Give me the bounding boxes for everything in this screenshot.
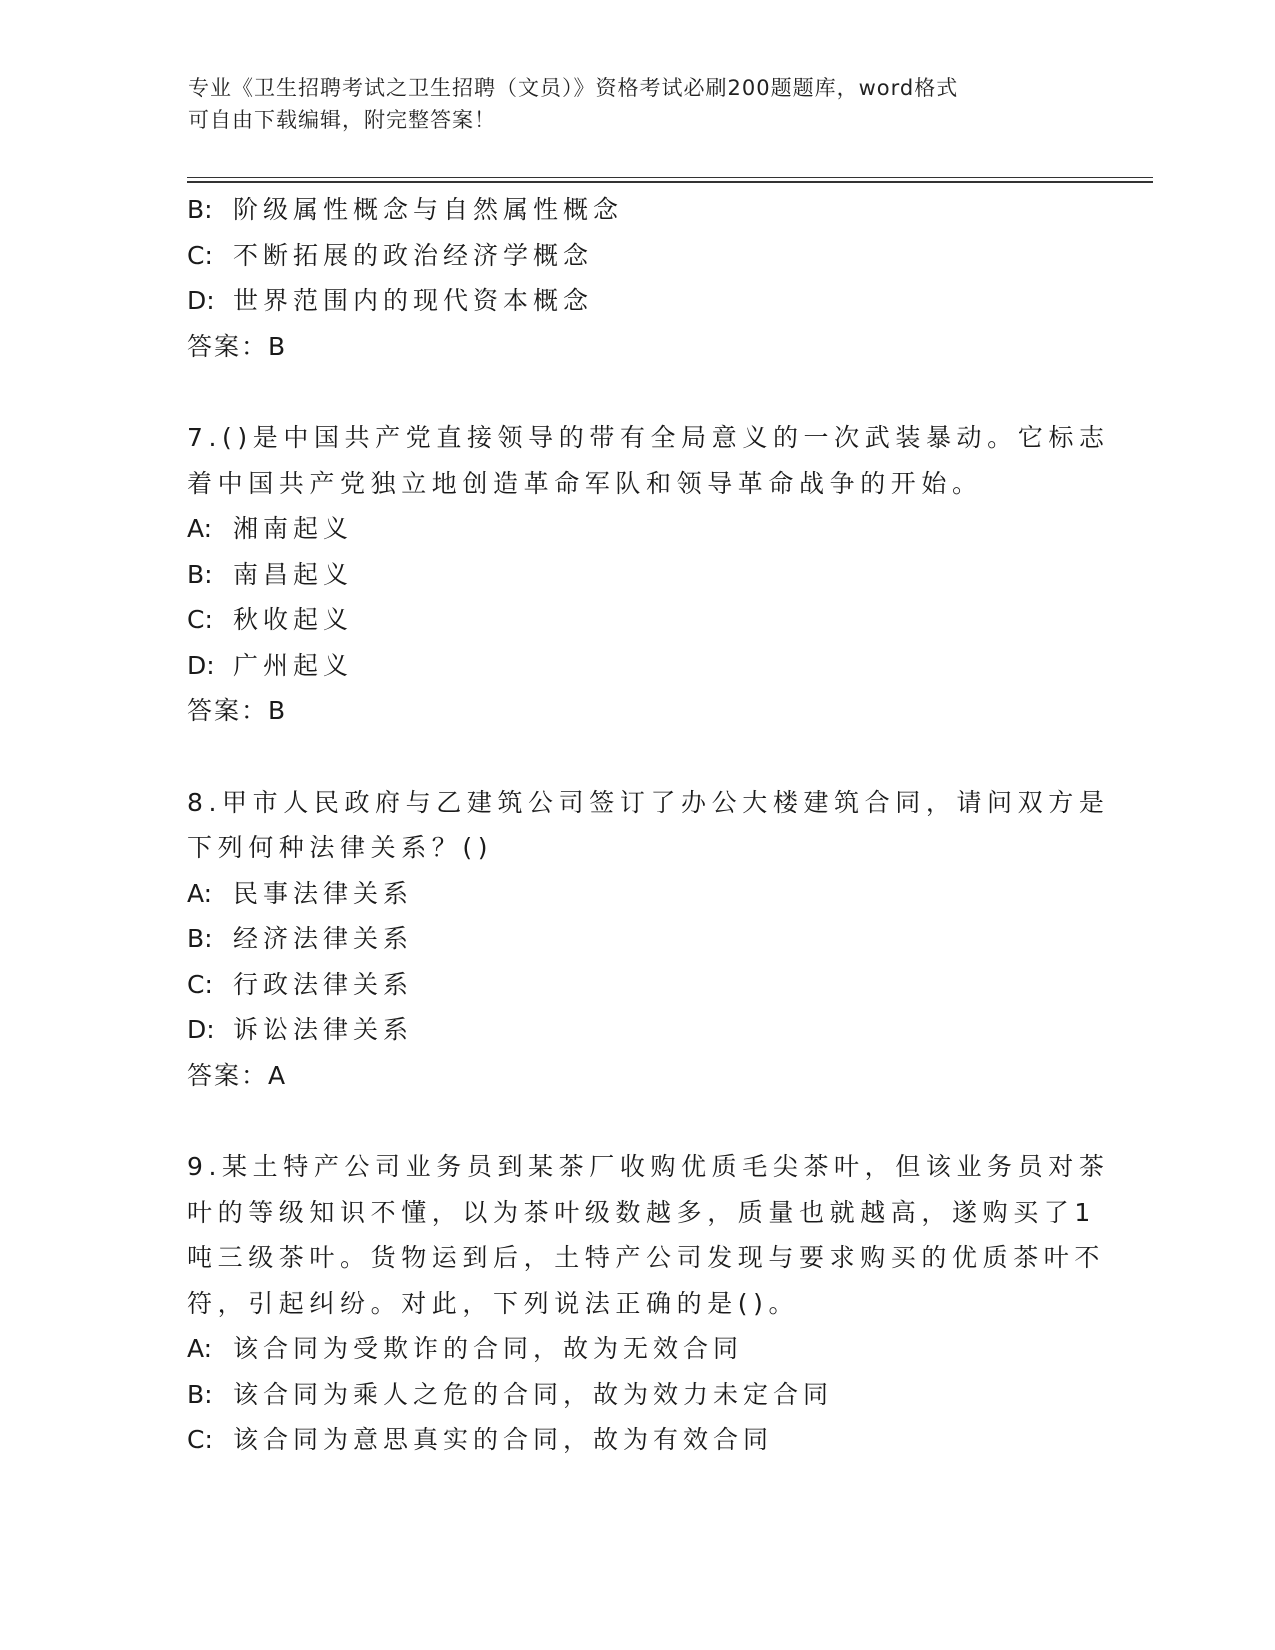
option-key: A: bbox=[187, 1334, 213, 1363]
option-key: C: bbox=[187, 1425, 213, 1454]
option-item bbox=[187, 871, 1067, 917]
question-7 bbox=[187, 415, 1110, 734]
option-item bbox=[187, 597, 1067, 643]
option-key: C: bbox=[187, 240, 213, 270]
spacer bbox=[187, 369, 1067, 415]
option-text: 诉讼法律关系 bbox=[233, 1015, 414, 1044]
question-text bbox=[187, 780, 1110, 871]
option-item bbox=[187, 506, 1067, 552]
answer-label: 答案：A bbox=[187, 1060, 288, 1090]
option-key: A: bbox=[187, 878, 213, 908]
question-line: 下列何种法律关系？() bbox=[187, 833, 494, 862]
header-divider-thick bbox=[187, 181, 1153, 183]
option-key: B: bbox=[187, 924, 213, 953]
option-text: 广州起义 bbox=[233, 650, 354, 680]
option-key: D: bbox=[187, 286, 215, 315]
option-text: 该合同为受欺诈的合同，故为无效合同 bbox=[233, 1334, 744, 1363]
question-line: 吨三级茶叶。货物运到后，土特产公司发现与要求购买的优质茶叶不 bbox=[187, 1243, 1106, 1272]
partial-question bbox=[187, 187, 1067, 369]
question-line: 8.甲市人民政府与乙建筑公司签订了办公大楼建筑合同，请问双方是 bbox=[187, 787, 1110, 817]
option-text: 秋收起义 bbox=[233, 605, 354, 634]
header-line-1: 专业《卫生招聘考试之卫生招聘（文员）》资格考试必刷200题题库，word格式 bbox=[188, 76, 959, 100]
option-text: 该合同为意思真实的合同，故为有效合同 bbox=[233, 1425, 774, 1454]
document-header bbox=[188, 72, 1068, 136]
option-text: 不断拓展的政治经济学概念 bbox=[233, 240, 594, 270]
header-line-2: 可自由下载编辑，附完整答案！ bbox=[188, 108, 496, 132]
option-item bbox=[187, 1372, 1067, 1418]
question-8 bbox=[187, 780, 1110, 1099]
option-text: 民事法律关系 bbox=[233, 878, 414, 908]
option-key: B: bbox=[187, 1379, 213, 1409]
question-line: 7.()是中国共产党直接领导的带有全局意义的一次武装暴动。它标志 bbox=[187, 423, 1110, 452]
option-key: D: bbox=[187, 1015, 215, 1044]
question-line: 着中国共产党独立地创造革命军队和领导革命战争的开始。 bbox=[187, 468, 983, 498]
option-key: B: bbox=[187, 559, 213, 589]
question-line: 9.某土特产公司业务员到某茶厂收购优质毛尖茶叶，但该业务员对茶 bbox=[187, 1152, 1110, 1181]
answer-label: 答案：B bbox=[187, 331, 288, 361]
option-item bbox=[187, 278, 1067, 324]
option-item bbox=[187, 552, 1067, 598]
option-text: 行政法律关系 bbox=[233, 969, 414, 999]
option-text: 南昌起义 bbox=[233, 559, 354, 589]
question-text bbox=[187, 415, 1110, 506]
question-line: 符，引起纠纷。对此，下列说法正确的是()。 bbox=[187, 1288, 800, 1318]
option-key: D: bbox=[187, 650, 215, 680]
option-item bbox=[187, 1326, 1067, 1372]
option-item bbox=[187, 187, 1067, 233]
option-key: C: bbox=[187, 969, 213, 999]
option-text: 该合同为乘人之危的合同，故为效力未定合同 bbox=[233, 1379, 834, 1409]
question-text bbox=[187, 1144, 1110, 1326]
option-item bbox=[187, 1417, 1067, 1463]
answer-label: 答案：B bbox=[187, 696, 288, 725]
option-key: B: bbox=[187, 195, 213, 224]
question-9 bbox=[187, 1144, 1110, 1463]
question-list bbox=[187, 187, 1110, 1463]
option-text: 湘南起义 bbox=[233, 514, 354, 543]
option-item bbox=[187, 962, 1067, 1008]
option-item bbox=[187, 643, 1067, 689]
option-item bbox=[187, 233, 1067, 279]
option-item bbox=[187, 1007, 1067, 1053]
spacer bbox=[187, 734, 1067, 780]
spacer bbox=[187, 1098, 1067, 1144]
option-text: 阶级属性概念与自然属性概念 bbox=[233, 195, 624, 224]
option-text: 世界范围内的现代资本概念 bbox=[233, 286, 594, 315]
option-key: C: bbox=[187, 605, 213, 634]
option-text: 经济法律关系 bbox=[233, 924, 414, 953]
option-item bbox=[187, 916, 1067, 962]
option-key: A: bbox=[187, 514, 213, 543]
header-divider-thin bbox=[187, 177, 1153, 178]
question-line: 叶的等级知识不懂，以为茶叶级数越多，质量也就越高，遂购买了1 bbox=[187, 1197, 1096, 1227]
